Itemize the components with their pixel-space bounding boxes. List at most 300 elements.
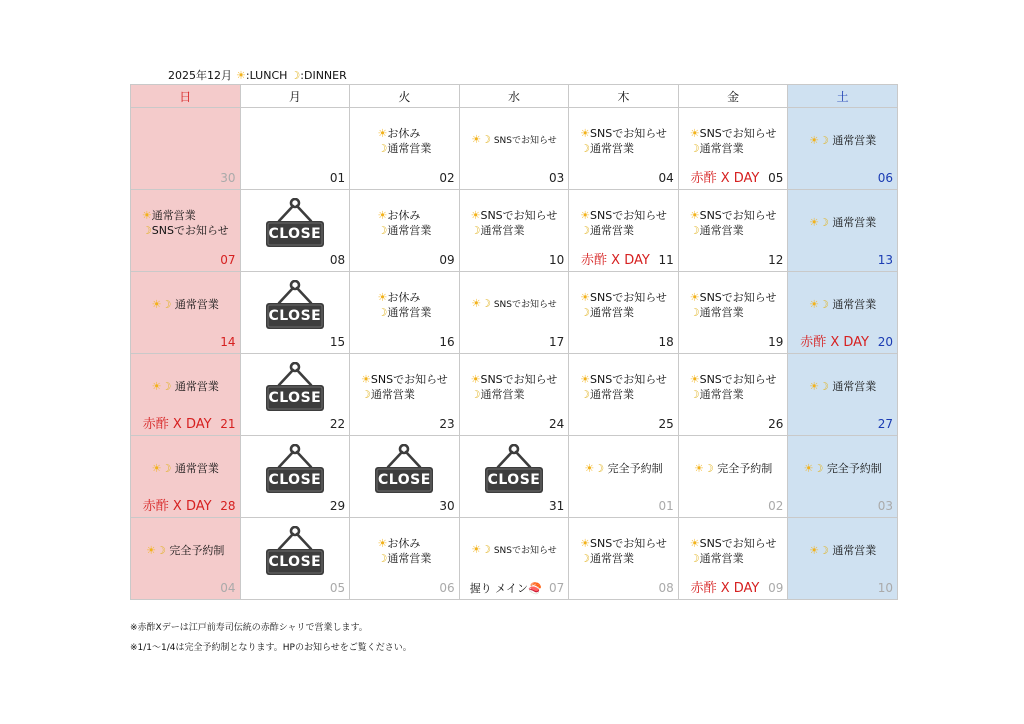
day-content <box>131 272 240 337</box>
note-text: SNSでお知らせ <box>480 372 558 386</box>
schedule-note <box>690 208 777 223</box>
note-text: お休み <box>387 536 421 550</box>
note-text: 通常営業 <box>699 223 744 237</box>
day-cell <box>459 518 569 600</box>
note-text: お休み <box>387 290 421 304</box>
day-content <box>460 518 569 583</box>
note-text: 通常営業 <box>387 223 432 237</box>
day-cell <box>459 272 569 354</box>
note-text: 通常営業 <box>174 298 219 311</box>
day-notes <box>142 208 229 238</box>
day-content <box>460 436 569 501</box>
sun-icon: ☀ <box>151 380 162 393</box>
day-content <box>350 436 459 501</box>
day-cell <box>678 108 788 190</box>
day-cell <box>459 436 569 518</box>
day-cell <box>240 190 350 272</box>
day-number: 30 <box>220 171 236 185</box>
day-number: 18 <box>658 335 674 349</box>
note-text: 通常営業 <box>480 223 525 237</box>
close-label: CLOSE <box>487 471 541 488</box>
akazu-xday-label: 赤酢 X DAY <box>690 581 760 596</box>
schedule-note <box>809 133 876 148</box>
schedule-note <box>580 223 634 238</box>
sun-icon: ☀ <box>689 208 700 222</box>
day-cell <box>678 354 788 436</box>
note-text: SNSでお知らせ <box>699 536 777 550</box>
day-cell <box>131 190 241 272</box>
day-number: 22 <box>329 417 346 431</box>
moon-icon: ☽ <box>481 297 491 310</box>
note-text: SNSでお知らせ <box>480 208 558 222</box>
note-text: SNSでお知らせ <box>699 208 777 222</box>
schedule-note <box>690 290 777 305</box>
close-label: CLOSE <box>268 225 322 242</box>
weekday-sat: 土 <box>788 85 898 108</box>
akazu-xday-label: 赤酢 X DAY <box>690 171 760 186</box>
note-text: SNSでお知らせ <box>590 208 667 222</box>
day-number: 16 <box>439 335 455 349</box>
day-cell <box>788 354 898 436</box>
moon-icon: ☽ <box>689 551 700 565</box>
day-number: 29 <box>329 499 346 513</box>
day-content <box>350 518 459 583</box>
note-text: SNSでお知らせ <box>699 126 777 140</box>
nigiri-main-label: 握り メイン🍣 <box>469 582 542 595</box>
note-text: SNSでお知らせ <box>370 372 448 386</box>
day-number: 04 <box>658 171 674 185</box>
day-content <box>241 108 350 173</box>
sun-icon: ☀ <box>377 126 388 140</box>
day-notes <box>580 126 667 156</box>
day-content <box>241 190 350 255</box>
day-cell <box>350 190 460 272</box>
moon-icon: ☽ <box>818 216 829 229</box>
day-cell <box>459 190 569 272</box>
note-text: 通常営業 <box>832 298 877 311</box>
note-text: 通常営業 <box>832 380 877 393</box>
schedule-note <box>690 387 744 402</box>
schedule-note <box>690 551 744 566</box>
day-content <box>131 354 240 419</box>
day-notes <box>377 536 431 566</box>
note-text: 完全予約制 <box>169 544 225 557</box>
day-number: 30 <box>439 499 455 513</box>
day-cell <box>350 272 460 354</box>
note-text: 完全予約制 <box>607 462 663 475</box>
calendar-table <box>130 84 898 600</box>
sun-icon: ☀ <box>146 544 157 557</box>
day-cell <box>678 518 788 600</box>
moon-icon: ☽ <box>580 223 591 237</box>
day-number: 21 <box>220 417 236 431</box>
day-cell <box>569 108 679 190</box>
day-content <box>788 190 897 255</box>
sun-icon: ☀ <box>377 208 388 222</box>
day-notes <box>690 126 777 156</box>
day-content <box>241 518 350 583</box>
sun-icon: ☀ <box>809 134 819 147</box>
day-content <box>131 108 240 173</box>
schedule-note <box>361 387 415 402</box>
sun-icon: ☀ <box>689 290 700 304</box>
note-text: 通常営業 <box>590 305 635 319</box>
note-text: お休み <box>387 208 421 222</box>
day-cell <box>350 354 460 436</box>
schedule-note <box>471 223 525 238</box>
schedule-note <box>377 536 420 551</box>
note-text: 通常営業 <box>590 141 635 155</box>
day-number: 10 <box>877 581 893 595</box>
note-text: 通常営業 <box>699 387 744 401</box>
day-cell <box>240 108 350 190</box>
schedule-note <box>690 536 777 551</box>
sun-icon: ☀ <box>141 208 152 222</box>
sun-icon: ☀ <box>470 208 481 222</box>
day-number: 19 <box>768 335 784 349</box>
schedule-note <box>690 372 777 387</box>
day-content <box>350 190 459 255</box>
schedule-note <box>580 536 667 551</box>
moon-icon: ☽ <box>580 551 591 565</box>
schedule-note <box>580 208 667 223</box>
moon-icon: ☽ <box>470 387 481 401</box>
day-content <box>569 190 678 255</box>
close-label: CLOSE <box>268 471 322 488</box>
day-number: 02 <box>768 499 784 513</box>
note-text: SNSでお知らせ <box>699 372 777 386</box>
weekday-fri: 金 <box>678 85 788 108</box>
close-sign-icon <box>264 526 326 578</box>
schedule-note <box>580 141 634 156</box>
day-content <box>131 436 240 501</box>
day-number: 01 <box>658 499 674 513</box>
note-text: SNSでお知らせ <box>493 136 557 146</box>
note-text: 通常営業 <box>387 141 432 155</box>
schedule-note <box>377 290 420 305</box>
note-text: SNSでお知らせ <box>493 546 557 556</box>
day-cell <box>569 190 679 272</box>
day-number: 08 <box>329 253 346 267</box>
note-text: 通常営業 <box>590 551 635 565</box>
note-text: SNSでお知らせ <box>699 290 777 304</box>
close-label: CLOSE <box>268 553 322 570</box>
day-cell <box>131 518 241 600</box>
day-cell <box>240 518 350 600</box>
day-notes <box>694 461 772 476</box>
schedule-note <box>580 126 667 141</box>
day-content <box>460 272 569 337</box>
note-text: 通常営業 <box>151 208 196 222</box>
day-number: 06 <box>877 171 893 185</box>
schedule-note <box>690 223 744 238</box>
close-sign-icon <box>264 444 326 496</box>
day-number: 26 <box>768 417 784 431</box>
day-notes <box>471 372 558 402</box>
sun-icon: ☀ <box>151 298 162 311</box>
note-text: SNSでお知らせ <box>590 126 667 140</box>
note-text: 通常営業 <box>699 305 744 319</box>
schedule-note <box>377 141 431 156</box>
sun-icon: ☀ <box>377 290 388 304</box>
footnote-newyear: ※1/1〜1/4は完全予約制となります。HPのお知らせをご覧ください。 <box>130 643 412 653</box>
week-row <box>131 518 898 600</box>
note-text: 通常営業 <box>832 544 877 557</box>
moon-icon: ☽ <box>470 223 481 237</box>
day-content <box>569 108 678 173</box>
note-text: 通常営業 <box>370 387 415 401</box>
note-text: 通常営業 <box>699 141 744 155</box>
schedule-note <box>377 208 420 223</box>
day-notes <box>809 297 876 312</box>
day-number: 11 <box>658 253 674 267</box>
day-content <box>569 272 678 337</box>
schedule-note <box>580 290 667 305</box>
akazu-xday-label: 赤酢 X DAY <box>142 499 212 514</box>
moon-icon: ☽ <box>818 380 829 393</box>
close-label: CLOSE <box>268 389 322 406</box>
note-text: 通常営業 <box>387 551 432 565</box>
moon-icon: ☽ <box>689 387 700 401</box>
day-number: 09 <box>768 581 784 595</box>
day-number: 14 <box>220 335 236 349</box>
day-cell <box>131 436 241 518</box>
day-notes <box>361 372 448 402</box>
day-cell <box>240 354 350 436</box>
close-sign-icon <box>483 444 545 496</box>
sun-icon: ☀ <box>580 536 591 550</box>
sun-icon: ☀ <box>689 372 700 386</box>
sun-icon: ☀ <box>584 462 595 475</box>
moon-icon: ☽ <box>689 305 700 319</box>
note-text: 完全予約制 <box>826 462 882 475</box>
moon-icon: ☽ <box>689 223 700 237</box>
day-notes <box>809 379 876 394</box>
sun-icon: ☀ <box>809 298 819 311</box>
moon-icon: ☽ <box>594 462 605 475</box>
schedule-note <box>152 461 219 476</box>
day-cell <box>350 518 460 600</box>
close-sign-icon <box>264 280 326 332</box>
day-notes <box>690 372 777 402</box>
moon-icon: ☽ <box>481 133 491 146</box>
week-row <box>131 108 898 190</box>
schedule-note <box>471 387 525 402</box>
day-cell <box>131 272 241 354</box>
schedule-note <box>804 461 882 476</box>
day-content <box>679 354 788 419</box>
day-number: 27 <box>877 417 893 431</box>
day-notes <box>809 133 876 148</box>
day-number: 03 <box>877 499 893 513</box>
schedule-note <box>809 379 876 394</box>
sun-icon: ☀ <box>580 208 591 222</box>
day-cell <box>788 436 898 518</box>
weekday-sun: 日 <box>131 85 241 108</box>
akazu-xday-label: 赤酢 X DAY <box>142 417 212 432</box>
day-cell <box>569 272 679 354</box>
schedule-note <box>580 551 634 566</box>
schedule-note <box>377 126 420 141</box>
day-content <box>788 354 897 419</box>
day-content <box>569 436 678 501</box>
schedule-note <box>690 141 744 156</box>
sun-icon: ☀ <box>471 297 482 310</box>
moon-icon: ☽ <box>377 305 388 319</box>
sun-icon: ☀ <box>361 372 371 386</box>
footnotes <box>130 618 412 658</box>
day-number: 31 <box>548 499 565 513</box>
day-content <box>679 436 788 501</box>
day-cell <box>131 354 241 436</box>
sun-icon: ☀ <box>580 126 591 140</box>
day-number: 06 <box>439 581 455 595</box>
close-sign-icon <box>373 444 435 496</box>
close-sign-icon <box>264 362 326 414</box>
month-title: 2025年12月 <box>168 69 232 82</box>
day-content <box>131 190 240 255</box>
moon-icon: ☽ <box>818 134 829 147</box>
day-notes <box>809 543 876 558</box>
day-notes <box>471 208 558 238</box>
day-content <box>679 518 788 583</box>
day-content <box>241 272 350 337</box>
note-text: 通常営業 <box>590 223 635 237</box>
day-number: 07 <box>548 581 565 595</box>
sun-icon: ☀ <box>809 380 819 393</box>
day-notes <box>809 215 876 230</box>
day-number: 08 <box>658 581 674 595</box>
day-number: 07 <box>220 253 236 267</box>
day-content <box>569 354 678 419</box>
day-number: 10 <box>548 253 565 267</box>
day-notes <box>377 208 431 238</box>
moon-icon: ☽ <box>818 544 829 557</box>
sun-icon: ☀ <box>236 68 246 82</box>
day-notes <box>377 290 431 320</box>
day-content <box>679 108 788 173</box>
schedule-note <box>471 208 558 223</box>
day-notes <box>146 543 224 558</box>
day-notes <box>580 208 667 238</box>
schedule-note <box>580 372 667 387</box>
schedule-note <box>580 387 634 402</box>
schedule-note <box>377 551 431 566</box>
moon-icon: ☽ <box>377 551 388 565</box>
sun-icon: ☀ <box>470 372 481 386</box>
day-number: 05 <box>329 581 346 595</box>
day-notes <box>152 297 219 312</box>
moon-icon: ☽ <box>703 462 714 475</box>
day-number: 01 <box>329 171 346 185</box>
sun-icon: ☀ <box>151 462 162 475</box>
day-number: 28 <box>220 499 236 513</box>
note-text: 通常営業 <box>699 551 744 565</box>
note-text: SNSでお知らせ <box>493 300 557 310</box>
sun-icon: ☀ <box>580 290 591 304</box>
week-row <box>131 354 898 436</box>
sun-icon: ☀ <box>689 126 700 140</box>
schedule-note <box>146 543 224 558</box>
moon-icon: ☽ <box>290 68 301 82</box>
schedule-note <box>377 223 431 238</box>
note-text: 完全予約制 <box>717 462 773 475</box>
moon-icon: ☽ <box>361 387 371 401</box>
day-cell <box>240 272 350 354</box>
schedule-note <box>152 379 219 394</box>
lunch-legend: :LUNCH <box>245 68 288 82</box>
day-notes <box>584 461 662 476</box>
moon-icon: ☽ <box>580 141 591 155</box>
sun-icon: ☀ <box>809 544 819 557</box>
note-text: 通常営業 <box>832 134 877 147</box>
day-cell <box>788 190 898 272</box>
day-number: 03 <box>548 171 565 185</box>
day-cell <box>569 354 679 436</box>
sun-icon: ☀ <box>377 536 388 550</box>
day-cell <box>569 518 679 600</box>
day-notes <box>471 296 557 313</box>
day-cell <box>678 436 788 518</box>
day-number: 15 <box>329 335 346 349</box>
day-number: 12 <box>768 253 784 267</box>
schedule-note <box>471 542 557 559</box>
schedule-note <box>809 297 876 312</box>
note-text: 通常営業 <box>480 387 525 401</box>
day-cell <box>240 436 350 518</box>
moon-icon: ☽ <box>156 544 166 557</box>
day-number: 17 <box>548 335 565 349</box>
moon-icon: ☽ <box>481 543 491 556</box>
day-notes <box>377 126 431 156</box>
week-row <box>131 190 898 272</box>
calendar-header <box>168 67 347 83</box>
akazu-xday-label: 赤酢 X DAY <box>581 253 650 268</box>
footnote-akazu: ※赤酢Xデーは江戸前寿司伝統の赤酢シャリで営業します。 <box>130 623 368 633</box>
day-notes <box>471 542 557 559</box>
day-content <box>569 518 678 583</box>
sun-icon: ☀ <box>471 133 482 146</box>
close-label: CLOSE <box>378 471 431 488</box>
day-cell <box>350 436 460 518</box>
day-content <box>350 272 459 337</box>
day-notes <box>690 290 777 320</box>
day-cell <box>788 108 898 190</box>
note-text: 通常営業 <box>832 216 877 229</box>
day-notes <box>152 461 219 476</box>
schedule-note <box>809 543 876 558</box>
day-content <box>460 108 569 173</box>
note-text: 通常営業 <box>590 387 635 401</box>
day-cell <box>459 108 569 190</box>
day-content <box>679 272 788 337</box>
moon-icon: ☽ <box>161 298 172 311</box>
schedule-note <box>152 297 219 312</box>
note-text: SNSでお知らせ <box>590 372 667 386</box>
day-notes <box>580 290 667 320</box>
day-content <box>131 518 240 583</box>
sun-icon: ☀ <box>809 216 819 229</box>
day-cell <box>131 108 241 190</box>
moon-icon: ☽ <box>377 141 388 155</box>
day-notes <box>580 536 667 566</box>
day-content <box>350 354 459 419</box>
weekday-wed: 水 <box>459 85 569 108</box>
moon-icon: ☽ <box>377 223 388 237</box>
day-number: 04 <box>220 581 236 595</box>
close-label: CLOSE <box>268 307 322 324</box>
day-content <box>788 518 897 583</box>
